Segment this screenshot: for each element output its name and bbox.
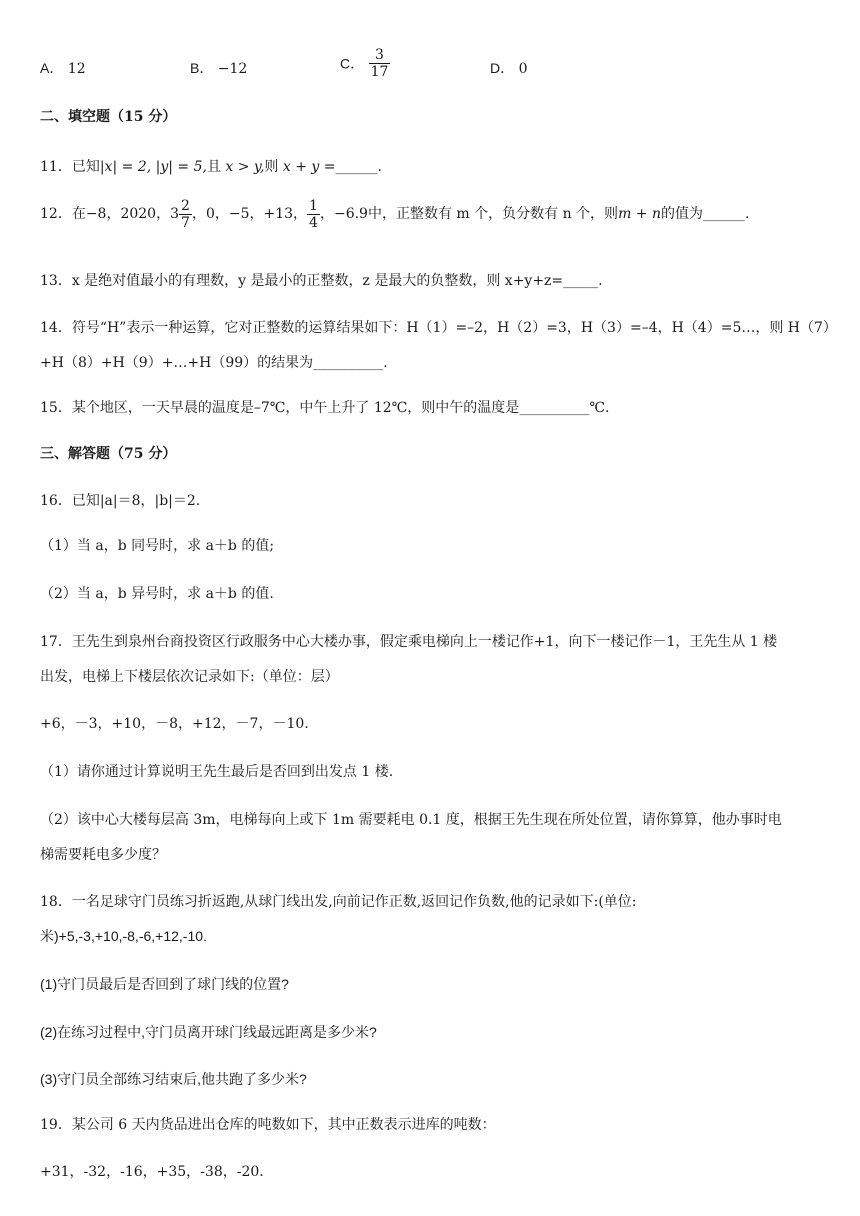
answer-blank: ______	[335, 159, 378, 175]
number-list: ，0，−5，+13，	[191, 206, 308, 222]
question-17-line-1: 17．王先生到泉州台商投资区行政服务中心大楼办事，假定乘电梯向上一楼记作+1，向下一楼记作－1，王先生从 1 楼	[40, 634, 778, 650]
option-c-letter: C．	[340, 55, 365, 72]
math-expression: x + y =	[282, 159, 336, 175]
question-text: 已知	[71, 159, 100, 175]
question-text: 的值为	[661, 206, 703, 222]
question-number: 11．	[40, 159, 72, 175]
question-12	[40, 196, 749, 232]
question-18-line-2: 米)+5,-3,+10,-8,-6,+12,-10.	[40, 928, 207, 944]
mixed-number	[170, 196, 192, 232]
question-end: .	[377, 159, 382, 175]
question-end: .	[598, 273, 603, 289]
answer-blank: __________	[313, 355, 384, 371]
mixed-whole: 3	[170, 206, 180, 222]
fraction	[307, 198, 320, 231]
option-a-text: 12	[67, 61, 86, 77]
question-17-data: +6，－3，+10，－8，+12，－7，－10.	[40, 716, 309, 732]
question-16-part-1: （1）当 a，b 同号时，求 a＋b 的值;	[40, 538, 275, 554]
option-b	[190, 58, 247, 78]
option-c	[340, 47, 390, 80]
question-text: 在	[71, 206, 86, 222]
section-3-title: 三、解答题（75 分）	[40, 446, 177, 462]
answer-blank: ______	[703, 206, 745, 222]
question-end: ℃.	[589, 400, 610, 416]
mixed-denominator: 7	[181, 214, 190, 231]
question-16-stem: 16．已知|a|＝8，|b|＝2.	[40, 493, 201, 509]
question-17-part-1: （1）请你通过计算说明王先生最后是否回到出发点 1 楼.	[40, 764, 394, 780]
question-text: 15．某个地区，一天早晨的温度是–7℃，中午上升了 12℃，则中午的温度是	[40, 400, 520, 416]
fraction-numerator: 1	[309, 197, 318, 214]
question-text: 且	[206, 159, 221, 175]
question-18-part-3: (3)守门员全部练习结束后,他共跑了多少米?	[40, 1071, 307, 1087]
option-c-denominator: 17	[370, 64, 389, 80]
question-text: 则	[264, 159, 279, 175]
option-d-letter: D．	[490, 60, 515, 76]
fraction-denominator: 4	[309, 214, 318, 231]
option-a-letter: A．	[40, 60, 64, 76]
mixed-numerator: 2	[181, 197, 190, 214]
question-text: 中，正整数有 m 个，负分数有 n 个，则	[367, 206, 619, 222]
option-c-fraction	[369, 47, 391, 80]
question-13	[40, 271, 603, 291]
option-b-letter: B．	[190, 60, 214, 76]
question-11	[40, 157, 382, 177]
question-17-part-2-line-1: （2）该中心大楼每层高 3m，电梯每向上或下 1m 需要耗电 0.1 度，根据王先生现在所处位置，请你算算，他办事时电	[40, 812, 782, 828]
number-list: ，−6.9	[319, 206, 368, 222]
question-15	[40, 398, 609, 418]
question-end: .	[745, 206, 750, 222]
question-text: +H（8）+H（9）+…+H（99）的结果为	[40, 355, 314, 371]
question-text: 13．x 是绝对值最小的有理数，y 是最小的正整数，z 是最大的负整数，则 x+y+z=	[40, 273, 564, 289]
math-expression: |x| = 2, |y| = 5,	[99, 159, 207, 175]
question-17-line-2: 出发，电梯上下楼层依次记录如下:（单位：层）	[40, 669, 339, 685]
option-b-text: −12	[217, 61, 248, 77]
answer-blank: _____	[563, 273, 599, 289]
question-18-part-1: (1)守门员最后是否回到了球门线的位置?	[40, 976, 289, 992]
question-16-part-2: （2）当 a，b 异号时，求 a＋b 的值.	[40, 586, 274, 602]
question-end: .	[383, 355, 388, 371]
option-d-text: 0	[518, 61, 528, 77]
option-a	[40, 58, 86, 78]
number-list: −8，2020，	[85, 206, 171, 222]
math-expression: x > y,	[225, 159, 265, 175]
question-19-data: +31，-32，-16，+35，-38，-20.	[40, 1164, 264, 1180]
question-14-line-1: 14．符号“H”表示一种运算，它对正整数的运算结果如下：H（1）=–2，H（2）=3，H（3）=–4，H（4）=5…，则 H（7）	[40, 320, 837, 336]
question-19-stem: 19．某公司 6 天内货品进出仓库的吨数如下，其中正数表示进库的吨数：	[40, 1117, 496, 1133]
section-2-title: 二、填空题（15 分）	[40, 109, 177, 125]
option-c-numerator: 3	[369, 47, 391, 64]
question-17-part-2-line-2: 梯需要耗电多少度？	[40, 847, 166, 863]
question-18-part-2: (2)在练习过程中,守门员离开球门线最远距离是多少米?	[40, 1024, 377, 1040]
question-18-line-1: 18．一名足球守门员练习折返跑,从球门线出发,向前记作正数,返回记作负数,他的记录如下:(单位:	[40, 894, 637, 910]
question-number: 12．	[40, 206, 72, 222]
option-d	[490, 58, 528, 78]
answer-blank: __________	[519, 400, 590, 416]
question-14-line-2	[40, 353, 388, 373]
math-expression: m + n	[618, 206, 661, 222]
